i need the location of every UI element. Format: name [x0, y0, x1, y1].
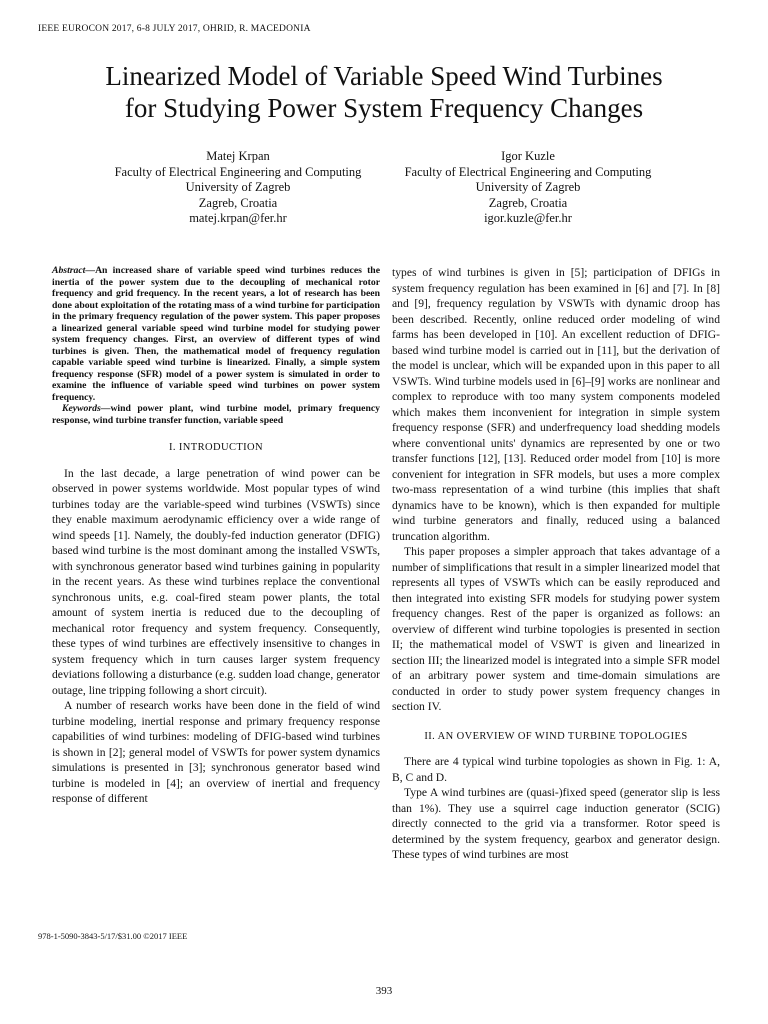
abstract-text: An increased share of variable speed wind turbines reduces the inertia of the power system due to the decoupling of mechanical rotor frequency and grid frequency. In the recent years, a lot of research has been done about exploitation of the rotating mass of a wind turbine for participation in the primary frequency regulation of the power system. This paper proposes a linearized general variable speed wind turbine model for studying power system frequency changes. First, an overview of different types of wind turbines is given. Then, the mathematical model of frequency regulation capable variable speed wind turbine is linearized. Finally, a simple system frequency response (SFR) model of a power system is simulated in order to examine the influence of variable speed wind turbines on power system frequency.: [52, 265, 380, 403]
author-city: Zagreb, Croatia: [198, 195, 278, 210]
author-university: University of Zagreb: [475, 180, 581, 194]
paragraph: A number of research works have been done in the field of wind turbine modeling, inertial response and primary frequency response capabilities of wind turbines: modeling of DFIG-based wind turbines is shown in [2]; general model of VSWTs for power system dynamics simulations is presented in [3]; synchronous generator based wind turbine is modeled in [4]; an overview of inertial and frequency response of different: [52, 699, 380, 805]
paper-title: [0, 60, 768, 124]
title-line-2: for Studying Power System Frequency Changes: [124, 93, 644, 123]
keywords: [52, 403, 380, 426]
author-faculty: Faculty of Electrical Engineering and Computing: [114, 164, 362, 179]
author-city: Zagreb, Croatia: [488, 195, 568, 210]
author-block-1: [88, 149, 388, 227]
paragraph: In the last decade, a large penetration of wind power can be observed in power systems worldwide. Most popular types of wind turbines today are the variable-speed wind turbines (VSWTs) since they enable maximum aerodynamic efficiency over a wide range of wind speeds [1]. Namely, the doubly-fed induction generator (DFIG) based wind turbine is the most dominant among the installed VSWTs, with synchronous generator based wind turbines gaining in popularity in the recent years. As these wind turbines replace the conventional synchronous units, e.g. coal-fired steam power plants, the total amount of system inertia is reduced due to the decoupling of mechanical rotor frequency and system frequency. Consequently, these types of wind turbines are effectively insensitive to changes in system frequency which in turn causes larger system frequency deviations following a disturbance (e.g. sudden load change, generator outage, line tripping following a short circuit).: [52, 466, 380, 697]
paragraph: This paper proposes a simpler approach that takes advantage of a number of simplifications that result in a simpler linearized model that represents all types of VSWTs which can be easily reproduced and then integrated into existing SFR models for studying power system frequency changes. Rest of the paper is organized as follows: an overview of different wind turbine topologies is presented in section II; the mathematical model of VSWT is given and linearized in section III; the linearized model is integrated into a simple SFR model of an arbitrary power system and time-domain simulations are conducted in order to study power system frequency changes in section IV.: [392, 545, 720, 713]
paragraph: There are 4 typical wind turbine topologies as shown in Fig. 1: A, B, C and D.: [392, 755, 720, 784]
right-column: [392, 265, 720, 863]
paragraph: Type A wind turbines are (quasi-)fixed speed (generator slip is less than 1%). They use a squirrel cage induction generator (SCIG) directly connected to the grid via a transformer. Rotor speed is determined by the system frequency, gearbox and generator design. These types of wind turbines are most: [392, 786, 720, 861]
abstract: [52, 265, 380, 403]
left-column: [52, 265, 380, 807]
keywords-text: wind power plant, wind turbine model, primary frequency response, wind turbine transfer function, variable speed: [52, 403, 380, 426]
author-block-2: [378, 149, 678, 227]
keywords-label: Keywords—: [62, 403, 111, 414]
title-line-1: Linearized Model of Variable Speed Wind Turbines: [105, 61, 663, 91]
page-number: 393: [375, 985, 393, 997]
author-faculty: Faculty of Electrical Engineering and Computing: [404, 164, 652, 179]
abstract-label: Abstract—: [52, 265, 96, 276]
author-university: University of Zagreb: [185, 180, 291, 194]
conference-header: IEEE EUROCON 2017, 6-8 JULY 2017, OHRID, R. MACEDONIA: [38, 24, 311, 34]
author-name: Igor Kuzle: [501, 149, 555, 163]
author-email: igor.kuzle@fer.hr: [484, 211, 572, 225]
section-heading-overview: II. AN OVERVIEW OF WIND TURBINE TOPOLOGIES: [424, 730, 688, 742]
copyright-notice: 978-1-5090-3843-5/17/$31.00 ©2017 IEEE: [38, 931, 188, 941]
author-email: matej.krpan@fer.hr: [189, 211, 287, 225]
author-name: Matej Krpan: [206, 149, 270, 163]
paragraph: types of wind turbines is given in [5]; participation of DFIGs in system frequency regulation has been examined in [6] and [7]. In [8] and [9], frequency regulation by VSWTs with dynamic droop has been described. Recently, online reduced order modeling of wind farms has been developed in [10]. An excellent reduction of DFIG-based wind turbine model is carried out in [11], but the derivation of the model is unclear, which will be expanded upon in this paper to all VSWTs. Wind turbine models used in [6]–[9] works are nonlinear and complex to reproduce with too many system components modeled which makes them inconvenient for integration in simple system frequency response (SFR) and underfrequency load shedding models where conventional units' dynamics are represented by one or two transfer functions [12], [13]. Reduced order model from [10] is more convenient for integration in SFR models, but uses a more complex two-mass representation of a wind turbine (this implies that shaft dynamics have to be known), which is then expanded for multiple wind turbine generators and finally, reduced using a balanced truncation algorithm.: [392, 266, 720, 543]
section-heading-introduction: I. INTRODUCTION: [168, 442, 264, 453]
